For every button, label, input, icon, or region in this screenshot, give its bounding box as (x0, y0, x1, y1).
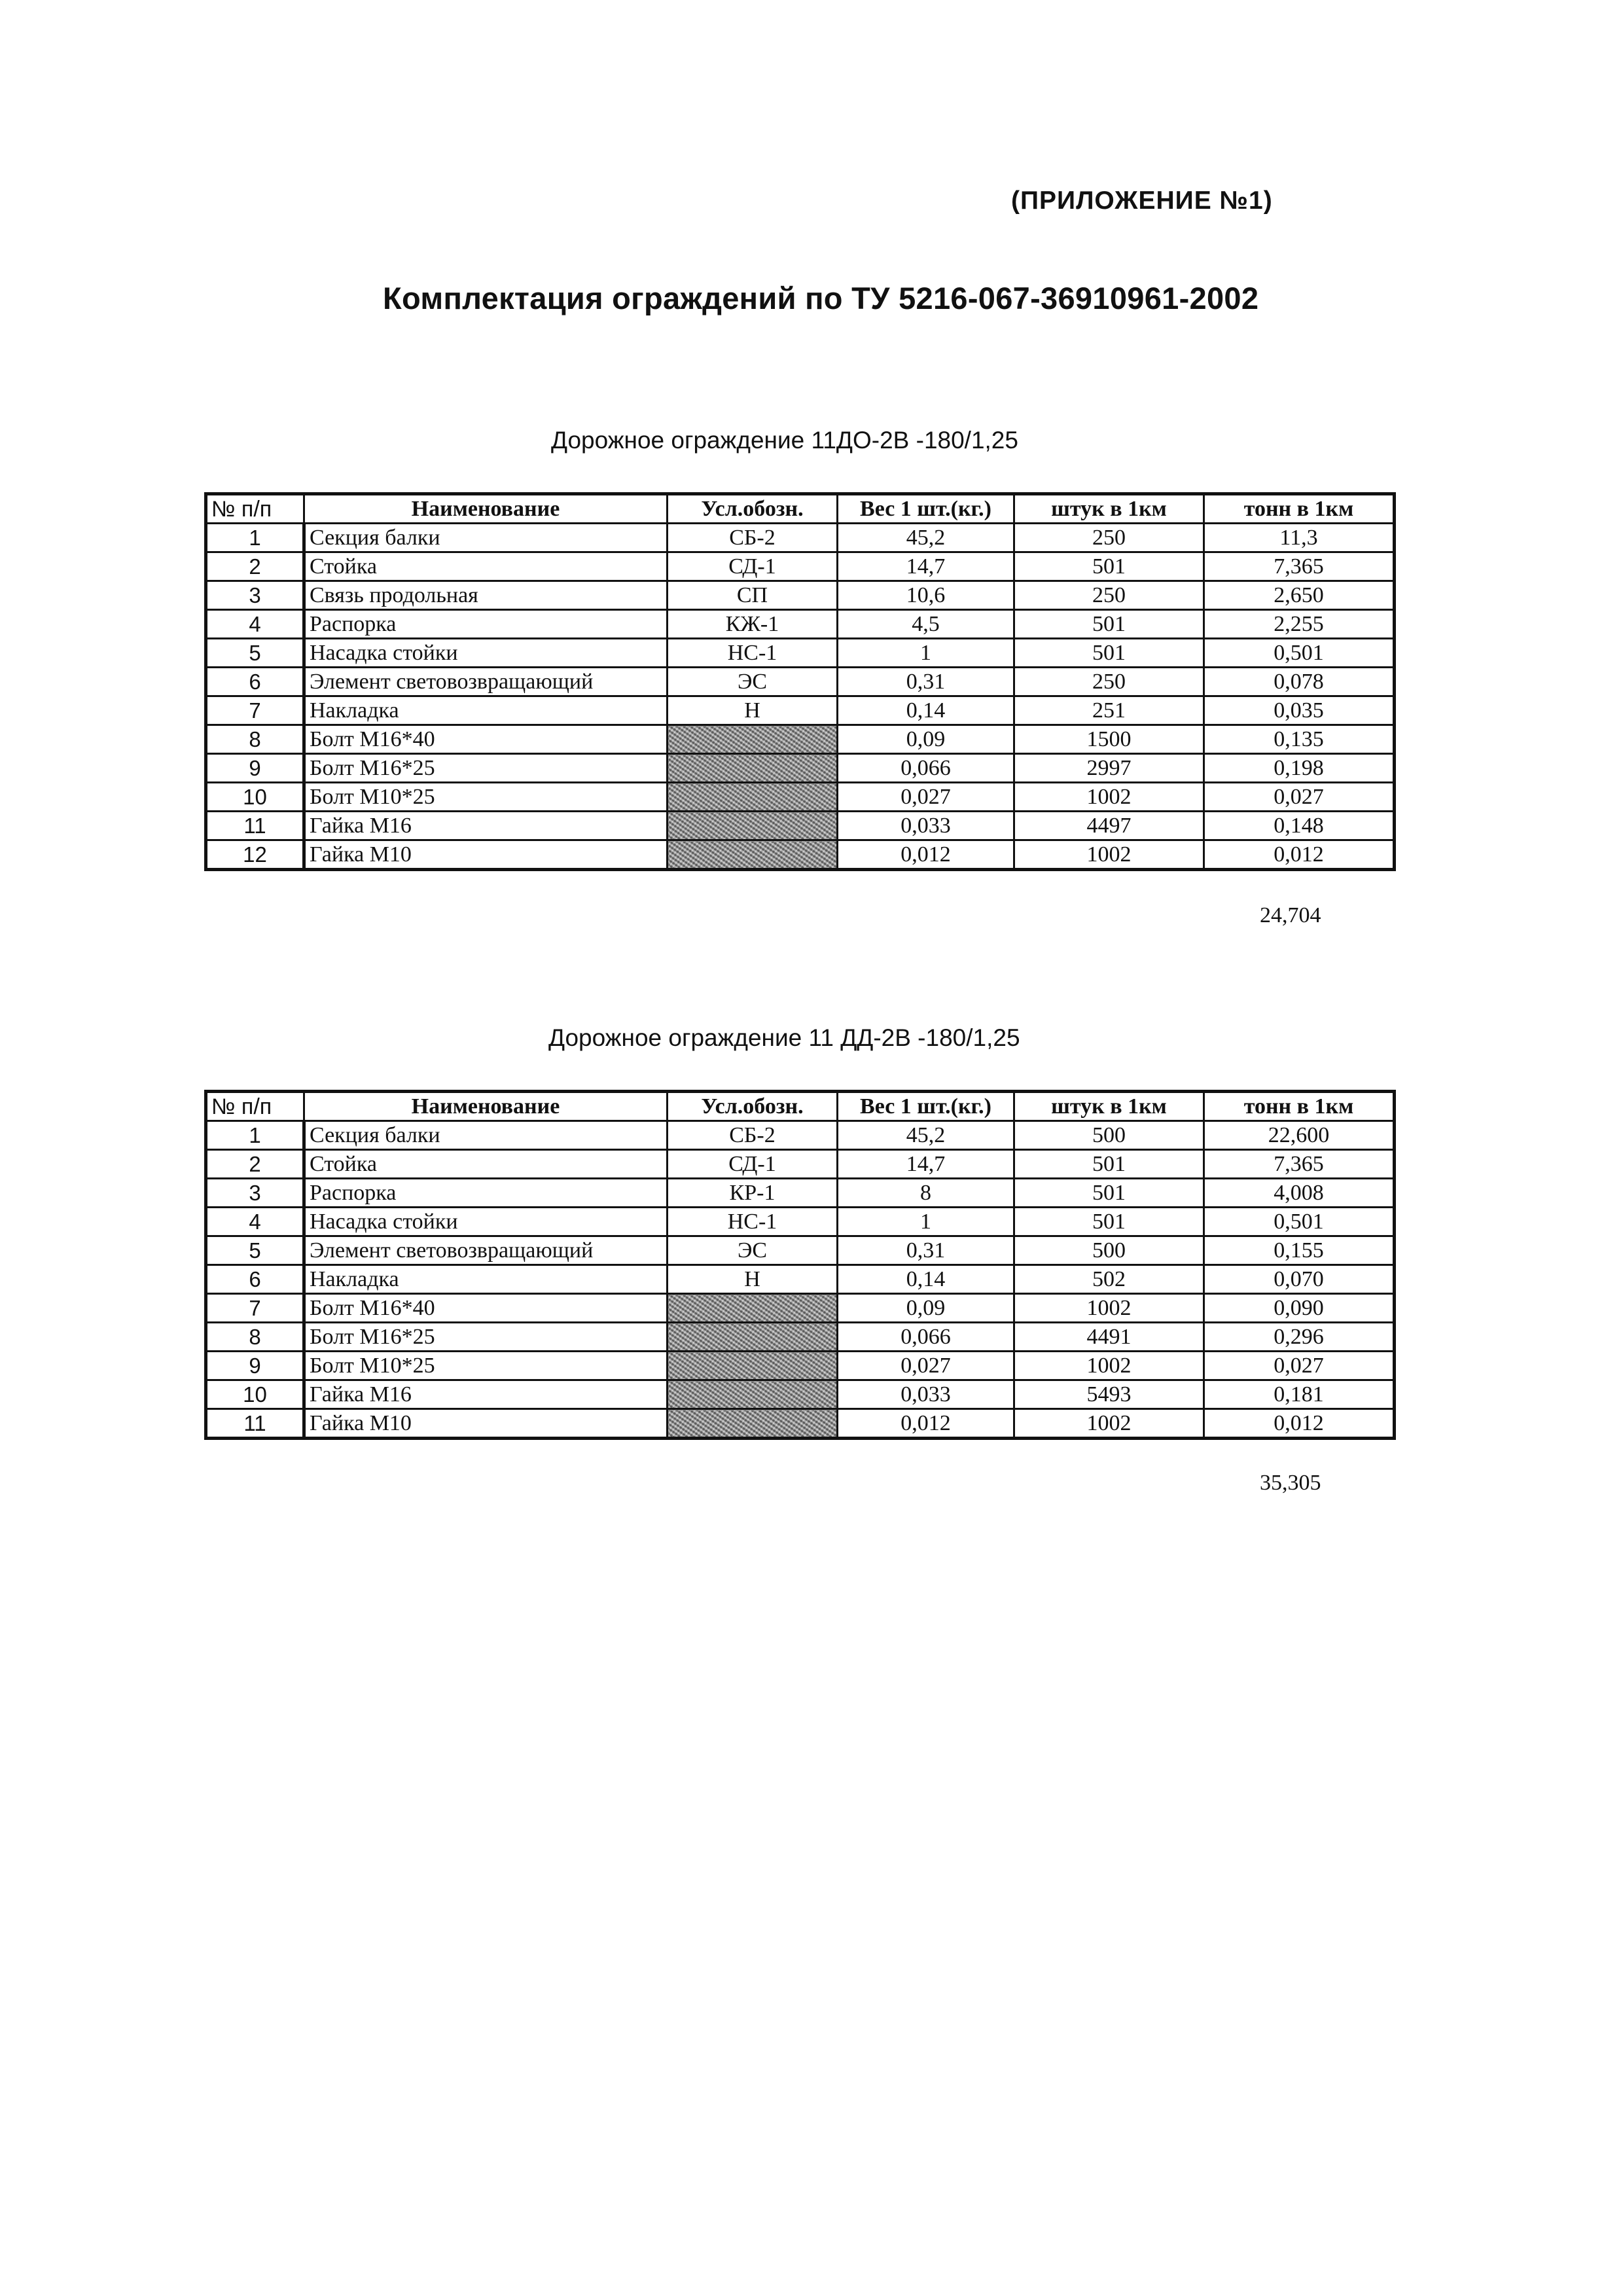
item-name: Гайка М16 (304, 812, 668, 840)
row-number: 8 (206, 725, 304, 754)
item-name: Секция балки (304, 1121, 668, 1150)
item-tons-per-km: 0,181 (1204, 1380, 1395, 1409)
item-name: Стойка (304, 552, 668, 581)
item-tons-per-km: 0,296 (1204, 1323, 1395, 1352)
item-pieces-per-km: 502 (1014, 1265, 1204, 1294)
item-pieces-per-km: 501 (1014, 1179, 1204, 1208)
table-row (206, 639, 1395, 668)
row-number: 7 (206, 696, 304, 725)
header-tons-per-km: тонн в 1км (1204, 494, 1395, 524)
item-tons-per-km: 0,027 (1204, 1352, 1395, 1380)
item-name: Элемент световозвращающий (304, 668, 668, 696)
item-designation (668, 754, 838, 783)
item-tons-per-km: 0,135 (1204, 725, 1395, 754)
table-row (206, 1179, 1395, 1208)
item-pieces-per-km: 250 (1014, 581, 1204, 610)
row-number: 2 (206, 1150, 304, 1179)
item-unit-weight: 0,033 (838, 812, 1014, 840)
header-unit-weight: Вес 1 шт.(кг.) (838, 494, 1014, 524)
item-name: Накладка (304, 696, 668, 725)
item-pieces-per-km: 501 (1014, 1208, 1204, 1236)
item-designation (668, 1323, 838, 1352)
item-pieces-per-km: 500 (1014, 1121, 1204, 1150)
item-designation: СБ-2 (668, 1121, 838, 1150)
item-pieces-per-km: 1002 (1014, 840, 1204, 870)
item-name: Болт М16*25 (304, 1323, 668, 1352)
item-name: Болт М16*25 (304, 754, 668, 783)
table-row (206, 610, 1395, 639)
item-tons-per-km: 0,198 (1204, 754, 1395, 783)
item-unit-weight: 8 (838, 1179, 1014, 1208)
item-name: Насадка стойки (304, 1208, 668, 1236)
item-name: Стойка (304, 1150, 668, 1179)
header-number: № п/п (206, 1092, 304, 1121)
table-row (206, 1208, 1395, 1236)
item-designation (668, 1294, 838, 1323)
item-designation: НС-1 (668, 1208, 838, 1236)
header-name: Наименование (304, 1092, 668, 1121)
item-name: Гайка М10 (304, 1409, 668, 1439)
header-name: Наименование (304, 494, 668, 524)
appendix-label: (ПРИЛОЖЕНИЕ №1) (1011, 187, 1273, 215)
table-row (206, 1409, 1395, 1439)
item-pieces-per-km: 501 (1014, 1150, 1204, 1179)
item-tons-per-km: 0,078 (1204, 668, 1395, 696)
header-tons-per-km: тонн в 1км (1204, 1092, 1395, 1121)
item-name: Гайка М10 (304, 840, 668, 870)
item-designation (668, 812, 838, 840)
row-number: 4 (206, 1208, 304, 1236)
item-name: Болт М16*40 (304, 725, 668, 754)
item-tons-per-km: 11,3 (1204, 524, 1395, 552)
table-2-total: 35,305 (1260, 1471, 1321, 1495)
table-row (206, 1352, 1395, 1380)
header-pieces-per-km: штук в 1км (1014, 494, 1204, 524)
row-number: 10 (206, 1380, 304, 1409)
table-row (206, 696, 1395, 725)
item-pieces-per-km: 4497 (1014, 812, 1204, 840)
row-number: 7 (206, 1294, 304, 1323)
item-tons-per-km: 7,365 (1204, 1150, 1395, 1179)
item-name: Болт М10*25 (304, 1352, 668, 1380)
item-tons-per-km: 0,012 (1204, 1409, 1395, 1439)
table-row (206, 668, 1395, 696)
row-number: 8 (206, 1323, 304, 1352)
item-pieces-per-km: 500 (1014, 1236, 1204, 1265)
item-designation: ЭС (668, 1236, 838, 1265)
row-number: 12 (206, 840, 304, 870)
item-unit-weight: 0,09 (838, 1294, 1014, 1323)
row-number: 9 (206, 754, 304, 783)
item-pieces-per-km: 250 (1014, 524, 1204, 552)
table-row (206, 1150, 1395, 1179)
item-pieces-per-km: 1002 (1014, 1352, 1204, 1380)
table-2-caption: Дорожное ограждение 11 ДД-2В -180/1,25 (548, 1024, 1020, 1051)
item-name: Болт М10*25 (304, 783, 668, 812)
item-designation: КР-1 (668, 1179, 838, 1208)
item-name: Накладка (304, 1265, 668, 1294)
table-header-row (206, 1092, 1395, 1121)
table-row (206, 812, 1395, 840)
item-unit-weight: 0,033 (838, 1380, 1014, 1409)
item-unit-weight: 14,7 (838, 1150, 1014, 1179)
item-name: Элемент световозвращающий (304, 1236, 668, 1265)
item-designation (668, 725, 838, 754)
table-row (206, 1236, 1395, 1265)
item-designation: СБ-2 (668, 524, 838, 552)
table-row (206, 524, 1395, 552)
item-tons-per-km: 2,255 (1204, 610, 1395, 639)
item-tons-per-km: 0,501 (1204, 639, 1395, 668)
item-name: Секция балки (304, 524, 668, 552)
item-pieces-per-km: 1002 (1014, 1294, 1204, 1323)
item-tons-per-km: 2,650 (1204, 581, 1395, 610)
row-number: 3 (206, 581, 304, 610)
item-tons-per-km: 0,070 (1204, 1265, 1395, 1294)
row-number: 4 (206, 610, 304, 639)
item-designation: ЭС (668, 668, 838, 696)
item-tons-per-km: 0,090 (1204, 1294, 1395, 1323)
table-row (206, 840, 1395, 870)
components-table-1 (204, 492, 1396, 871)
item-designation (668, 1352, 838, 1380)
item-tons-per-km: 22,600 (1204, 1121, 1395, 1150)
item-designation (668, 783, 838, 812)
item-pieces-per-km: 501 (1014, 610, 1204, 639)
row-number: 5 (206, 1236, 304, 1265)
item-unit-weight: 0,012 (838, 840, 1014, 870)
item-pieces-per-km: 1002 (1014, 783, 1204, 812)
item-designation: СП (668, 581, 838, 610)
row-number: 5 (206, 639, 304, 668)
table-1-total: 24,704 (1260, 903, 1321, 927)
row-number: 2 (206, 552, 304, 581)
item-tons-per-km: 0,027 (1204, 783, 1395, 812)
item-unit-weight: 0,09 (838, 725, 1014, 754)
item-unit-weight: 1 (838, 639, 1014, 668)
item-tons-per-km: 0,501 (1204, 1208, 1395, 1236)
item-unit-weight: 0,066 (838, 1323, 1014, 1352)
item-tons-per-km: 0,155 (1204, 1236, 1395, 1265)
header-designation: Усл.обозн. (668, 494, 838, 524)
item-pieces-per-km: 2997 (1014, 754, 1204, 783)
item-tons-per-km: 0,012 (1204, 840, 1395, 870)
item-unit-weight: 1 (838, 1208, 1014, 1236)
item-unit-weight: 0,066 (838, 754, 1014, 783)
item-pieces-per-km: 4491 (1014, 1323, 1204, 1352)
table-row (206, 1265, 1395, 1294)
item-pieces-per-km: 501 (1014, 639, 1204, 668)
row-number: 11 (206, 1409, 304, 1439)
item-unit-weight: 0,31 (838, 1236, 1014, 1265)
item-unit-weight: 4,5 (838, 610, 1014, 639)
item-designation (668, 1409, 838, 1439)
row-number: 3 (206, 1179, 304, 1208)
table-row (206, 1323, 1395, 1352)
item-name: Распорка (304, 1179, 668, 1208)
item-unit-weight: 45,2 (838, 524, 1014, 552)
row-number: 1 (206, 524, 304, 552)
item-designation (668, 840, 838, 870)
item-name: Распорка (304, 610, 668, 639)
document-title: Комплектация ограждений по ТУ 5216-067-36910961-2002 (383, 281, 1259, 315)
item-tons-per-km: 0,035 (1204, 696, 1395, 725)
item-unit-weight: 0,012 (838, 1409, 1014, 1439)
header-unit-weight: Вес 1 шт.(кг.) (838, 1092, 1014, 1121)
table-row (206, 783, 1395, 812)
item-designation: Н (668, 1265, 838, 1294)
item-unit-weight: 0,027 (838, 1352, 1014, 1380)
item-designation: СД-1 (668, 1150, 838, 1179)
row-number: 9 (206, 1352, 304, 1380)
item-designation: СД-1 (668, 552, 838, 581)
item-unit-weight: 45,2 (838, 1121, 1014, 1150)
item-pieces-per-km: 251 (1014, 696, 1204, 725)
item-designation: НС-1 (668, 639, 838, 668)
row-number: 10 (206, 783, 304, 812)
item-unit-weight: 0,14 (838, 696, 1014, 725)
table-row (206, 581, 1395, 610)
row-number: 11 (206, 812, 304, 840)
item-tons-per-km: 4,008 (1204, 1179, 1395, 1208)
item-name: Болт М16*40 (304, 1294, 668, 1323)
header-designation: Усл.обозн. (668, 1092, 838, 1121)
header-number: № п/п (206, 494, 304, 524)
item-pieces-per-km: 5493 (1014, 1380, 1204, 1409)
table-row (206, 725, 1395, 754)
item-designation: Н (668, 696, 838, 725)
table-row (206, 552, 1395, 581)
item-unit-weight: 0,31 (838, 668, 1014, 696)
item-name: Насадка стойки (304, 639, 668, 668)
header-pieces-per-km: штук в 1км (1014, 1092, 1204, 1121)
item-pieces-per-km: 1500 (1014, 725, 1204, 754)
item-name: Гайка М16 (304, 1380, 668, 1409)
item-pieces-per-km: 501 (1014, 552, 1204, 581)
table-row (206, 1380, 1395, 1409)
item-unit-weight: 0,14 (838, 1265, 1014, 1294)
components-table-2 (204, 1090, 1396, 1440)
item-tons-per-km: 7,365 (1204, 552, 1395, 581)
table-1-caption: Дорожное ограждение 11ДО-2В -180/1,25 (551, 427, 1018, 454)
row-number: 1 (206, 1121, 304, 1150)
item-designation (668, 1380, 838, 1409)
item-designation: КЖ-1 (668, 610, 838, 639)
row-number: 6 (206, 668, 304, 696)
row-number: 6 (206, 1265, 304, 1294)
item-unit-weight: 0,027 (838, 783, 1014, 812)
item-pieces-per-km: 1002 (1014, 1409, 1204, 1439)
table-row (206, 754, 1395, 783)
item-name: Связь продольная (304, 581, 668, 610)
item-pieces-per-km: 250 (1014, 668, 1204, 696)
item-tons-per-km: 0,148 (1204, 812, 1395, 840)
table-header-row (206, 494, 1395, 524)
table-row (206, 1121, 1395, 1150)
table-row (206, 1294, 1395, 1323)
item-unit-weight: 14,7 (838, 552, 1014, 581)
item-unit-weight: 10,6 (838, 581, 1014, 610)
